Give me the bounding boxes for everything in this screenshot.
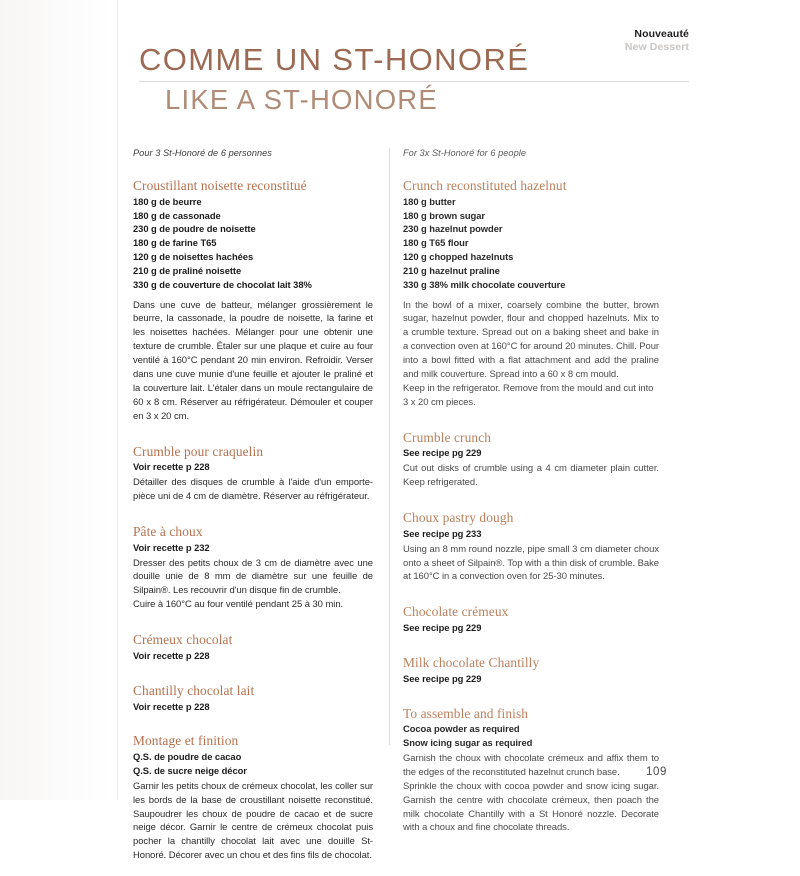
ingredient-item: 120 g de noisettes hachées xyxy=(133,251,254,263)
recipe-section xyxy=(403,655,659,686)
section-title: Chocolate crémeux xyxy=(403,604,509,620)
ingredient-item: 210 g hazelnut praline xyxy=(403,264,500,276)
column-english xyxy=(403,148,659,876)
section-recipe-reference: See recipe pg 233 xyxy=(403,527,482,539)
ingredient-item: 330 g de couverture de chocolat lait 38% xyxy=(133,278,312,290)
section-title: Choux pastry dough xyxy=(403,510,514,526)
column-divider xyxy=(389,148,390,745)
title-divider xyxy=(139,81,689,82)
ingredient-item: 180 g de farine T65 xyxy=(133,237,217,249)
section-recipe-reference: Voir recette p 228 xyxy=(133,700,210,712)
recipe-section xyxy=(133,632,373,663)
corner-tag-label-en: New Dessert xyxy=(624,41,689,54)
section-title: Milk chocolate Chantilly xyxy=(403,654,540,670)
recipe-section xyxy=(133,524,373,612)
ingredient-item: 180 g T65 flour xyxy=(403,237,469,249)
page-spine-shading xyxy=(0,0,112,800)
page-title xyxy=(139,44,689,114)
ingredient-item: 230 g de poudre de noisette xyxy=(133,223,256,235)
ingredient-item: 180 g de cassonade xyxy=(133,209,221,221)
recipe-section xyxy=(403,510,659,584)
section-body-secondary: Keep in the refrigerator. Remove from the mould and cut into 3 x 20 cm pieces. xyxy=(403,382,654,408)
section-title: Crumble pour craquelin xyxy=(133,443,264,459)
section-body: In the bowl of a mixer, coarsely combine the butter, brown sugar, hazelnut powder, flour and chopped hazelnuts. Mix to a crumble texture. Spread out on a baking sheet and bake in a convection oven at 160°C for around 20 minutes. Chill. Pour into a bowl fitted with a flat attachment and add the praline and milk couverture. Spread into a 60 x 8 cm mould. xyxy=(403,299,659,380)
ingredient-item: Snow icing sugar as required xyxy=(403,737,533,749)
section-title: Crunch reconstituted hazelnut xyxy=(403,178,567,193)
section-title: Montage et finition xyxy=(133,733,239,749)
section-body: Cut out disks of crumble using a 4 cm diameter plain cutter. Keep refrigerated. xyxy=(403,463,659,489)
section-title: Crumble crunch xyxy=(403,429,492,445)
ingredient-item: 180 g butter xyxy=(403,195,456,207)
ingredient-item: 230 g hazelnut powder xyxy=(403,223,503,235)
page-number: 109 xyxy=(646,766,667,778)
page-title-fr: COMME UN ST-HONORÉ xyxy=(139,42,530,77)
section-recipe-reference: See recipe pg 229 xyxy=(403,672,482,684)
spacer xyxy=(133,726,373,733)
page-title-en: LIKE A ST-HONORÉ xyxy=(165,83,438,115)
spacer xyxy=(133,625,373,632)
spacer xyxy=(403,423,659,430)
section-title: Pâte à choux xyxy=(133,523,203,539)
recipe-columns xyxy=(133,148,689,876)
recipe-section xyxy=(403,706,659,836)
section-recipe-reference: See recipe pg 229 xyxy=(403,622,482,634)
section-recipe-reference: Voir recette p 228 xyxy=(133,649,210,661)
section-body: Détailler des disques de crumble à l'aide d'un emporte-pièce uni de 4 cm de diamètre. Réserver au réfrigérateur. xyxy=(133,477,373,503)
section-body: Garnish the choux with chocolate crémeux and affix them to the edges of the reconstituted hazelnut crunch base. xyxy=(403,753,659,778)
ingredient-item: 120 g chopped hazelnuts xyxy=(403,251,514,263)
section-recipe-reference: Voir recette p 232 xyxy=(133,541,210,553)
recipe-section xyxy=(133,733,373,863)
section-recipe-reference: Voir recette p 228 xyxy=(133,461,210,473)
section-body-secondary: Sprinkle the choux with cocoa powder and snow icing sugar. Garnish the centre with chocolate crémeux, then poach the milk chocolate Chantilly with a St Honoré nozzle. Decorate with a choux and fine chocolate threads. xyxy=(403,780,659,834)
ingredient-item: Q.S. de sucre neige décor xyxy=(133,764,247,776)
ingredient-item: 180 g brown sugar xyxy=(403,209,485,221)
page-spine-line xyxy=(117,0,118,800)
spacer xyxy=(133,437,373,444)
recipe-section xyxy=(403,430,659,490)
section-body: Dresser des petits choux de 3 cm de diamètre avec une douille unie de 8 mm de diamètre sur une feuille de Silpain®. Les recouvrir d'un disque fin de crumble. xyxy=(133,557,373,597)
section-title: To assemble and finish xyxy=(403,705,529,721)
spacer xyxy=(403,699,659,706)
ingredient-item: 180 g de beurre xyxy=(133,195,202,207)
corner-tag-label-fr: Nouveauté xyxy=(634,28,689,40)
section-title: Croustillant noisette reconstitué xyxy=(133,178,307,193)
ingredient-item: Q.S. de poudre de cacao xyxy=(133,751,242,763)
recipe-section xyxy=(133,683,373,714)
recipe-section xyxy=(403,604,659,635)
spacer xyxy=(403,597,659,604)
ingredient-item: Cocoa powder as required xyxy=(403,723,520,735)
spacer xyxy=(403,503,659,510)
section-body: Garnir les petits choux de crémeux chocolat, les coller sur les bords de la base de croustillant noisette reconstitué. Saupoudrer les choux de poudre de cacao et de sucre neige décor. Garnir le centre de crémeux chocolat puis pocher la chantilly chocolat lait avec une douille St- Honoré. Décorer avec un chou et des fins fils de chocolat. xyxy=(133,780,373,862)
spacer xyxy=(133,676,373,683)
recipe-section xyxy=(133,444,373,504)
spacer xyxy=(133,517,373,524)
servings-note-fr: Pour 3 St-Honoré de 6 personnes xyxy=(133,148,272,158)
ingredient-item: 330 g 38% milk chocolate couverture xyxy=(403,278,566,290)
recipe-section xyxy=(133,178,373,424)
servings-note-en: For 3x St-Honoré for 6 people xyxy=(403,148,526,158)
section-title: Chantilly chocolat lait xyxy=(133,682,255,698)
section-body: Using an 8 mm round nozzle, pipe small 3 cm diameter choux onto a sheet of Silpain®. Top with a thin disk of crumble. Bake at 160°C in a convection oven for 25-30 minutes. xyxy=(403,543,659,583)
section-recipe-reference: See recipe pg 229 xyxy=(403,447,482,459)
recipe-section xyxy=(403,178,659,410)
ingredient-item: 210 g de praliné noisette xyxy=(133,264,242,276)
section-body: Dans une cuve de batteur, mélanger grossièrement le beurre, la cassonade, la poudre de noisette, la farine et les noisettes hachées. Mélanger pour une obtenir une texture de crumble. Étaler sur une plaque et cuire au four ventilé à 160°C pendant 20 min environ. Refroidir. Verser dans une cuve munie d'une feuille et ajouter le praliné et la couverture lait. L'étaler dans un moule rectangulaire de 60 x 8 cm. Réserver au réfrigérateur. Démouler et couper en 3 x 20 cm. xyxy=(133,299,373,422)
section-title: Crémeux chocolat xyxy=(133,632,233,648)
section-body-secondary: Cuire à 160°C au four ventilé pendant 25 à 30 min. xyxy=(133,599,344,611)
column-french xyxy=(133,148,389,876)
page-content xyxy=(133,0,689,862)
spacer xyxy=(403,648,659,655)
